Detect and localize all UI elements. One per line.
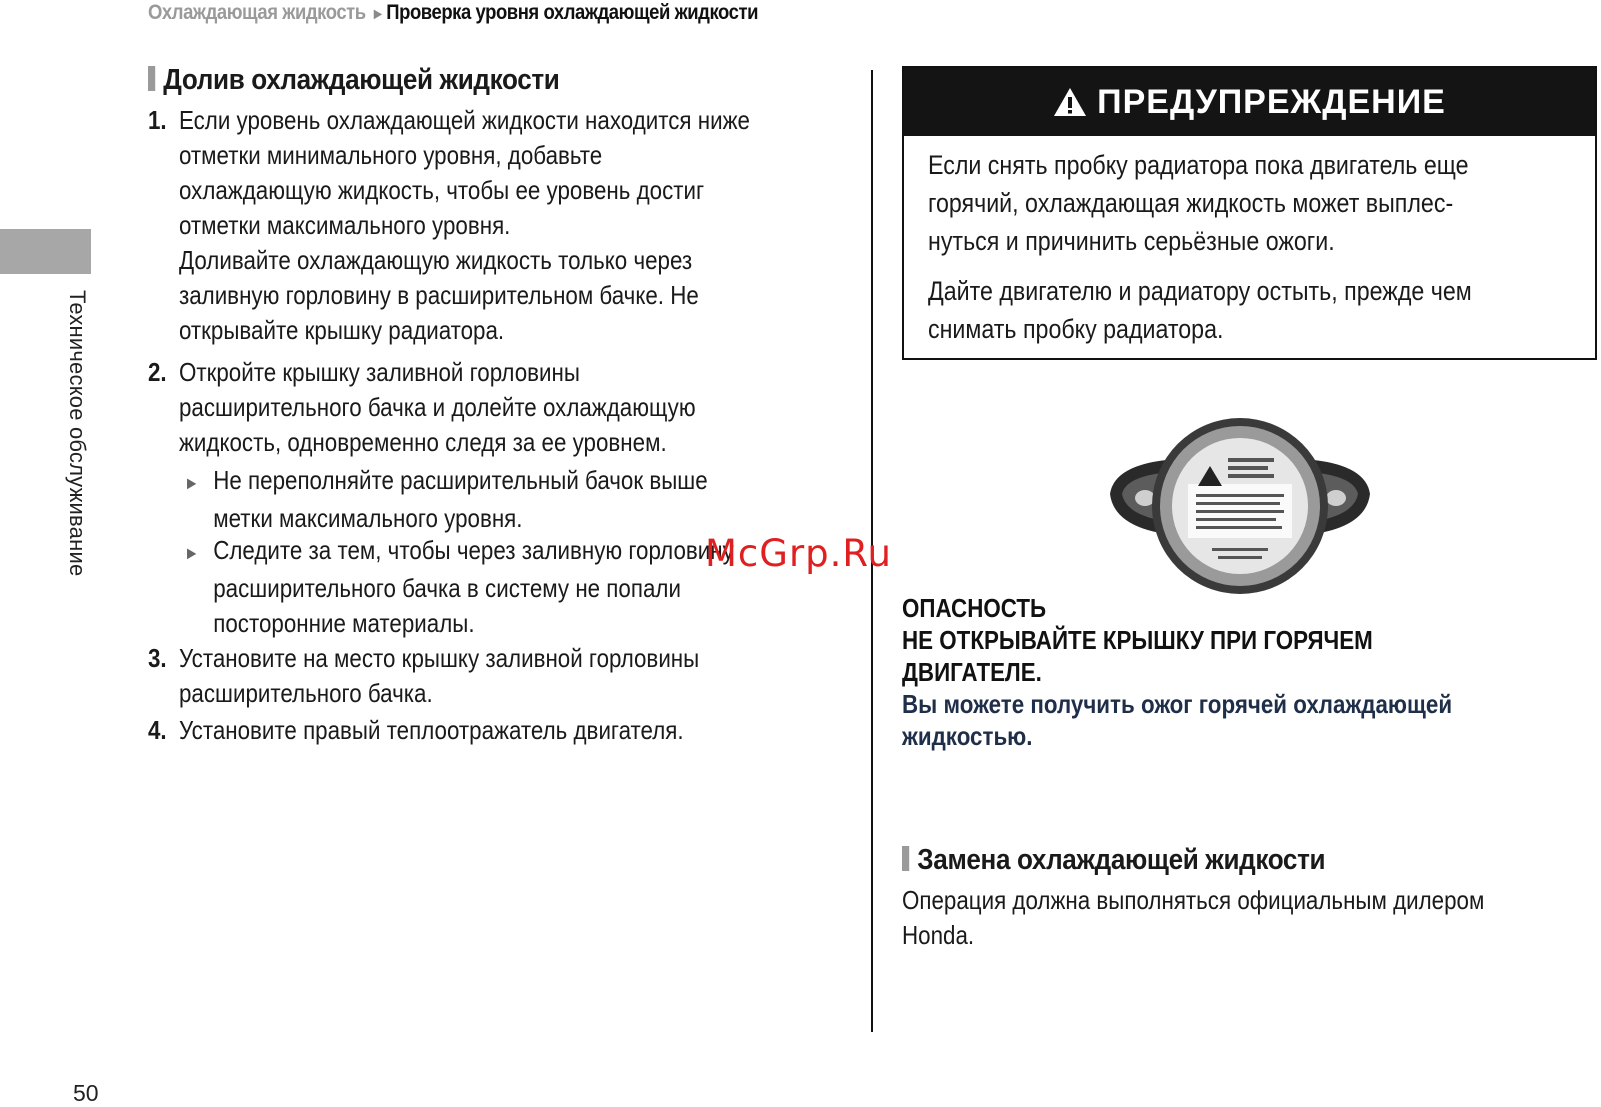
heading-bar-icon <box>148 66 155 91</box>
section-heading-coolant-topup: Долив охлаждающей жидкости <box>148 64 559 97</box>
section-tab-marker <box>0 229 91 274</box>
step-1: 1. Если уровень охлаждающей жидкости находится ниже отметки минимального уровня, добавьте охлаждающую жидкость, чтобы ее уровень достиг отметки максимального уровня. Доливайте охлаждающую жидкость только через заливную горловину в расширительном бачке. Не открывайте крышку радиатора. <box>148 105 750 345</box>
step-2: 2. Откройте крышку заливной горловины расширительного бачка и долейте охлаждающую жидкость, одновременно следя за ее уровнем. <box>148 357 696 457</box>
breadcrumb-current: Проверка уровня охлаждающей жидкости <box>386 1 758 24</box>
warning-header <box>904 68 1595 136</box>
step-number: 1. <box>148 105 167 135</box>
bullet-item: ► Следите за тем, чтобы через заливную горловину расширительного бачка в систему не попали посторонние материалы. <box>184 535 734 638</box>
danger-label-line: Вы можете получить ожог горячей охлаждающей <box>902 689 1453 719</box>
breadcrumb-parent[interactable]: Охлаждающая жидкость <box>148 1 366 24</box>
danger-label-line: НЕ ОТКРЫВАЙТЕ КРЫШКУ ПРИ ГОРЯЧЕМ <box>902 625 1373 655</box>
radiator-cap-illustration <box>1100 414 1380 596</box>
watermark-logo: McGrp.Ru <box>705 532 892 575</box>
warning-box <box>902 66 1597 360</box>
step-number: 2. <box>148 357 167 387</box>
danger-label-line: жидкостью. <box>902 721 1033 751</box>
section2-text: Операция должна выполняться официальным дилером Honda. <box>902 885 1485 950</box>
sidebar-chapter-label: Техническое обслуживание <box>65 290 90 577</box>
bullet-item: ► Не переполняйте расширительный бачок выше метки максимального уровня. <box>184 465 708 533</box>
warning-paragraph-2: Дайте двигателю и радиатору остыть, прежде чем снимать пробку радиатора. <box>928 276 1472 344</box>
danger-label-title: ОПАСНОСТЬ <box>902 593 1047 623</box>
breadcrumb-arrow-icon: ► <box>370 6 385 23</box>
warning-paragraph-1: Если снять пробку радиатора пока двигатель еще горячий, охлаждающая жидкость может выплес- нуться и причинить серьёзные ожоги. <box>928 150 1469 256</box>
danger-label-line: ДВИГАТЕЛЕ. <box>902 657 1042 687</box>
step-number: 4. <box>148 715 167 745</box>
warning-title: ПРЕДУПРЕЖДЕНИЕ <box>1097 83 1446 121</box>
step-4: 4. Установите правый теплоотражатель двигателя. <box>148 713 684 748</box>
heading-bar-icon <box>902 846 909 871</box>
section-heading-coolant-replacement: Замена охлаждающей жидкости <box>902 844 1325 877</box>
triangle-bullet-icon: ► <box>184 543 200 563</box>
warning-triangle-icon <box>1053 87 1087 117</box>
triangle-bullet-icon: ► <box>184 473 200 493</box>
breadcrumb <box>148 1 758 25</box>
step-3: 3. Установите на место крышку заливной горловины расширительного бачка. <box>148 643 700 708</box>
page-number: 50 <box>73 1080 99 1106</box>
step-number: 3. <box>148 643 167 673</box>
